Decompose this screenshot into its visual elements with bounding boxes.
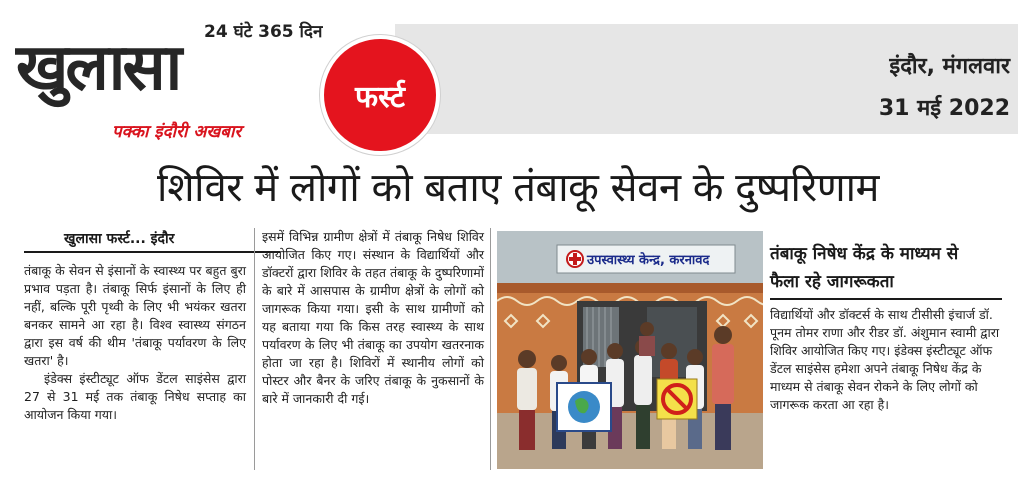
photo-illustration: [497, 231, 763, 469]
side-box-text: [770, 306, 1002, 414]
column-divider: [490, 228, 491, 470]
article-column-1: [24, 262, 246, 424]
side-box-rule: [770, 298, 1002, 300]
masthead-tagline: 24 घंटे 365 दिन: [204, 22, 323, 42]
masthead-sub-tagline: पक्का इंदौरी अखबार: [112, 122, 242, 142]
health-center-sign: उपस्वास्थ्य केन्द्र, करनावद: [587, 253, 710, 268]
column-2-paragraph: इसमें विभिन्न ग्रामीण क्षेत्रों में तंबाकू निषेध शिविर आयोजित किए गए। संस्थान के विद्यार्थियों और डॉक्टरों द्वारा शिविर के तहत तंबाकू के दुष्परिणामों के बारे में आसपास के ग्रामीण क्षेत्रों के लोगों को जागरूक किया गया। इसी के साथ ग्रामीणों को यह बताया गया कि किस तरह स्वास्थ्य के साथ पर्यावरण के लिए भी तंबाकू का उपयोग खतरनाक होता जा रहा है। शिविरों में स्थानीय लोगों को पोस्टर और बैनर के जरिए तंबाकू के नुकसानों के बारे में जानकारी दी गई।: [262, 229, 484, 406]
article-column-2: [262, 228, 484, 408]
article-photo: [497, 231, 763, 469]
article-byline: खुलासा फर्स्ट... इंदौर: [24, 229, 280, 253]
logo-badge: [320, 35, 440, 155]
article-headline: शिविर में लोगों को बताए तंबाकू सेवन के दुष्परिणाम: [157, 165, 879, 211]
newspaper-logo: खुलासा: [16, 31, 180, 105]
logo-badge-text: फर्स्ट: [355, 79, 405, 115]
column-divider: [254, 228, 255, 470]
side-box-paragraph: विद्यार्थियों और डॉक्टर्स के साथ टीसीसी इंचार्ज डॉ. पूनम तोमर राणा और रीडर डॉ. अंशुमान स्वामी द्वारा शिविर आयोजित किए गए। इंडेक्स इंस्टीट्यूट ऑफ डेंटल साइंसेस हमेशा अपने तंबाकू निषेध केंद्र के माध्यम से तंबाकू सेवन रोकने के लिए लोगों को जागरूक करता आ रहा है।: [770, 307, 1000, 412]
dateline-city-day: इंदौर, मंगलवार: [889, 54, 1010, 79]
column-1-paragraph: इंडेक्स इंस्टीट्यूट ऑफ डेंटल साइंसेस द्वारा 27 से 31 मई तक तंबाकू निषेध सप्ताह का आयोजन किया गया।: [24, 371, 246, 422]
dateline-date: 31 मई 2022: [878, 96, 1010, 121]
side-box-heading: तंबाकू निषेध केंद्र के माध्यम से फैला रहे जागरूकता: [770, 244, 959, 292]
column-1-paragraph: तंबाकू के सेवन से इंसानों के स्वास्थ्य पर बहुत बुरा प्रभाव पड़ता है। तंबाकू सिर्फ इंसानों के लिए ही नहीं, बल्कि पूरी पृथ्वी के लिए भी भयंकर खतरा बनकर सामने आ रहा है। विश्व स्वास्थ्य संगठन द्वारा इस वर्ष की थीम 'तंबाकू पर्यावरण के लिए खतरा' है।: [24, 263, 246, 368]
